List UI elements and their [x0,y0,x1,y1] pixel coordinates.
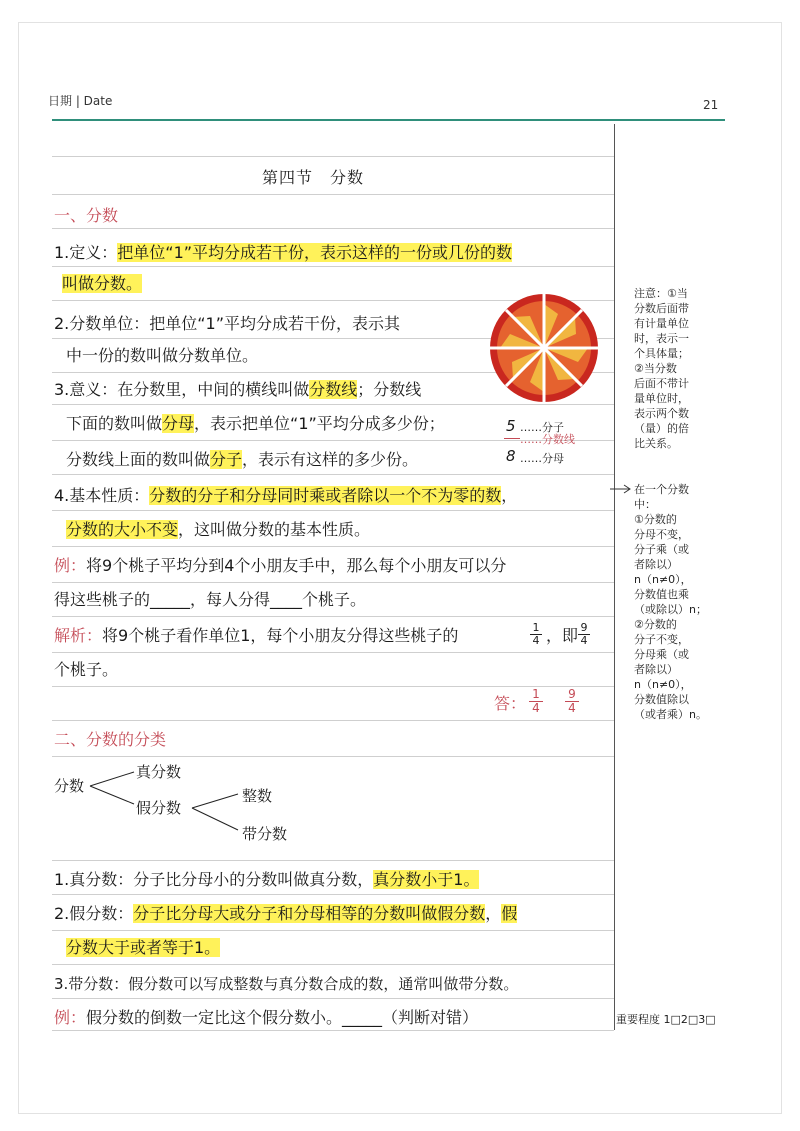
ruled-line [52,582,614,583]
ruled-line [52,156,614,157]
answer-label: 答： [494,694,527,713]
answer-fraction-2 [565,688,579,715]
page-title: 第四节 分数 [262,168,365,187]
ruled-line [52,720,614,721]
diagram-numerator-digit: 5 [506,417,516,435]
tree-proper: 真分数 [136,763,182,781]
tree-root: 分数 [54,777,85,795]
ruled-line [52,510,614,511]
definition-line-1 [54,243,512,263]
solution-line-2: 个桃子。 [54,660,119,679]
section-heading-classification: 二、分数的分类 [54,730,167,749]
solution-text: 将9个桃子看作单位1，每个小朋友分得这些桃子的 [102,626,459,645]
fraction-denominator: 4 [529,701,543,715]
solution-label: 解析： [54,626,103,645]
property-highlight-2: 分数的大小不变 [66,520,179,539]
proper-text: 1.真分数：分子比分母小的分数叫做真分数， [54,870,374,889]
sidebar-note: 注意：①当 分数后面带 有计量单位 时，表示一 个具体量； ②当分数 后面不带计 量单位时， 表示两个数 （量）的倍 比关系。 [634,287,689,450]
ruled-line [52,860,614,861]
ruled-line [52,194,614,195]
pie-cut-lines [490,294,598,402]
fraction-denominator: 4 [578,634,590,647]
diagram-denominator-label: ……分母 [520,452,564,465]
margin-divider [614,124,615,1030]
sidebar-property-note: 在一个分数 中： ①分数的 分母不变， 分子乘（或 者除以） n（n≠0）， 分数值也乘 （或除以）n； ②分数的 分子不变， 分母乘（或 者除以） n（n≠0）， 分数值除以 （或者乘）n。 [634,483,707,721]
tree-improper: 假分数 [136,799,182,817]
proper-fraction-line [54,870,479,890]
ruled-line [52,228,614,229]
fraction-numerator: 1 [532,687,540,701]
diagram-line-label: ……分数线 [520,433,575,446]
example-line-1 [54,556,506,576]
improper-fraction-line-2 [66,938,220,958]
solution-line-1 [54,626,458,646]
fraction-numerator: 9 [568,687,576,701]
fraction-unit-line-2: 中一份的数叫做分数单位。 [66,346,259,365]
ruled-line [52,474,614,475]
diagram-denominator-digit: 8 [506,447,516,465]
tree-mixed: 带分数 [242,825,288,843]
fraction-unit-line-1: 2.分数单位：把单位“1”平均分成若干份，表示其 [54,314,401,333]
definition-prefix: 1.定义： [54,243,118,262]
pie-illustration [488,292,600,404]
meaning2-text-b: ，表示把单位“1”平均分成多少份； [194,414,445,433]
definition-line-2 [62,274,142,294]
meaning-line-3 [66,450,418,470]
solution-connector: ，即 [546,626,579,645]
example-line-2: 得这些桃子的_____，每人分得____个桃子。 [54,590,367,609]
solution-fraction-2 [578,622,590,647]
meaning-line-1 [54,380,421,400]
improper-fraction-line-1 [54,904,517,924]
diagram-fraction-bar [504,438,520,439]
property-line-2 [66,520,370,540]
meaning-line-2 [66,414,445,434]
improper-comma: ， [485,904,502,923]
improper-prefix: 2.假分数： [54,904,134,923]
solution-fraction-1 [530,622,542,647]
ruled-line [52,756,614,757]
improper-highlight-b: 假 [501,904,518,923]
example-label: 例： [54,556,87,575]
ruled-line [52,894,614,895]
date-label: 日期 | Date [48,94,113,108]
answer-fraction-1 [529,688,543,715]
meaning3-text-b: ，表示有这样的多少份。 [242,450,419,469]
tree-branches [88,768,248,838]
meaning-text: 3.意义：在分数里，中间的横线叫做 [54,380,310,399]
meaning3-text: 分数线上面的数叫做 [66,450,211,469]
ruled-line [52,404,614,405]
header-divider [52,119,725,121]
tree-integer: 整数 [242,787,273,805]
fraction-denominator: 4 [530,634,542,647]
page-number: 21 [703,98,719,112]
importance-level: 重要程度 1□2□3□ [616,1013,716,1026]
proper-highlight: 真分数小于1。 [373,870,480,889]
ruled-line [52,652,614,653]
improper-highlight: 分子比分母大或分子和分母相等的分数叫做假分数 [133,904,486,923]
denominator-term: 分母 [162,414,195,433]
ruled-line [52,686,614,687]
ruled-line [52,930,614,931]
property-prefix: 4.基本性质： [54,486,150,505]
fraction-line-term: 分数线 [309,380,358,399]
example-2-line [54,1008,478,1028]
example-2-label: 例： [54,1008,87,1027]
section-heading-fraction: 一、分数 [54,206,119,225]
definition-highlight: 把单位“1”平均分成若干份，表示这样的一份或几份的数 [117,243,513,262]
meaning2-text: 下面的数叫做 [66,414,163,433]
example-text: 将9个桃子平均分到4个小朋友手中，那么每个小朋友可以分 [86,556,507,575]
ruled-line [52,546,614,547]
ruled-line [52,1030,614,1031]
improper-highlight-2: 分数大于或者等于1。 [66,938,221,957]
ruled-line [52,998,614,999]
fraction-numerator: 1 [532,621,540,634]
meaning-text-b: ；分数线 [357,380,422,399]
diagram-numerator-label: ……分子 [520,421,564,434]
ruled-line [52,964,614,965]
definition-highlight-2: 叫做分数。 [62,274,143,293]
fraction-denominator: 4 [565,701,579,715]
ruled-line [52,266,614,267]
property-comma: ， [501,486,518,505]
arrow-icon [608,483,634,495]
numerator-term: 分子 [210,450,243,469]
fraction-numerator: 9 [580,621,588,634]
property-line-1 [54,486,517,506]
property-highlight: 分数的分子和分母同时乘或者除以一个不为零的数 [149,486,502,505]
property-suffix: ，这叫做分数的基本性质。 [178,520,371,539]
ruled-line [52,616,614,617]
mixed-number-line: 3.带分数：假分数可以写成整数与真分数合成的数，通常叫做带分数。 [54,975,519,993]
example-2-text: 假分数的倒数一定比这个假分数小。_____（判断对错） [86,1008,479,1027]
